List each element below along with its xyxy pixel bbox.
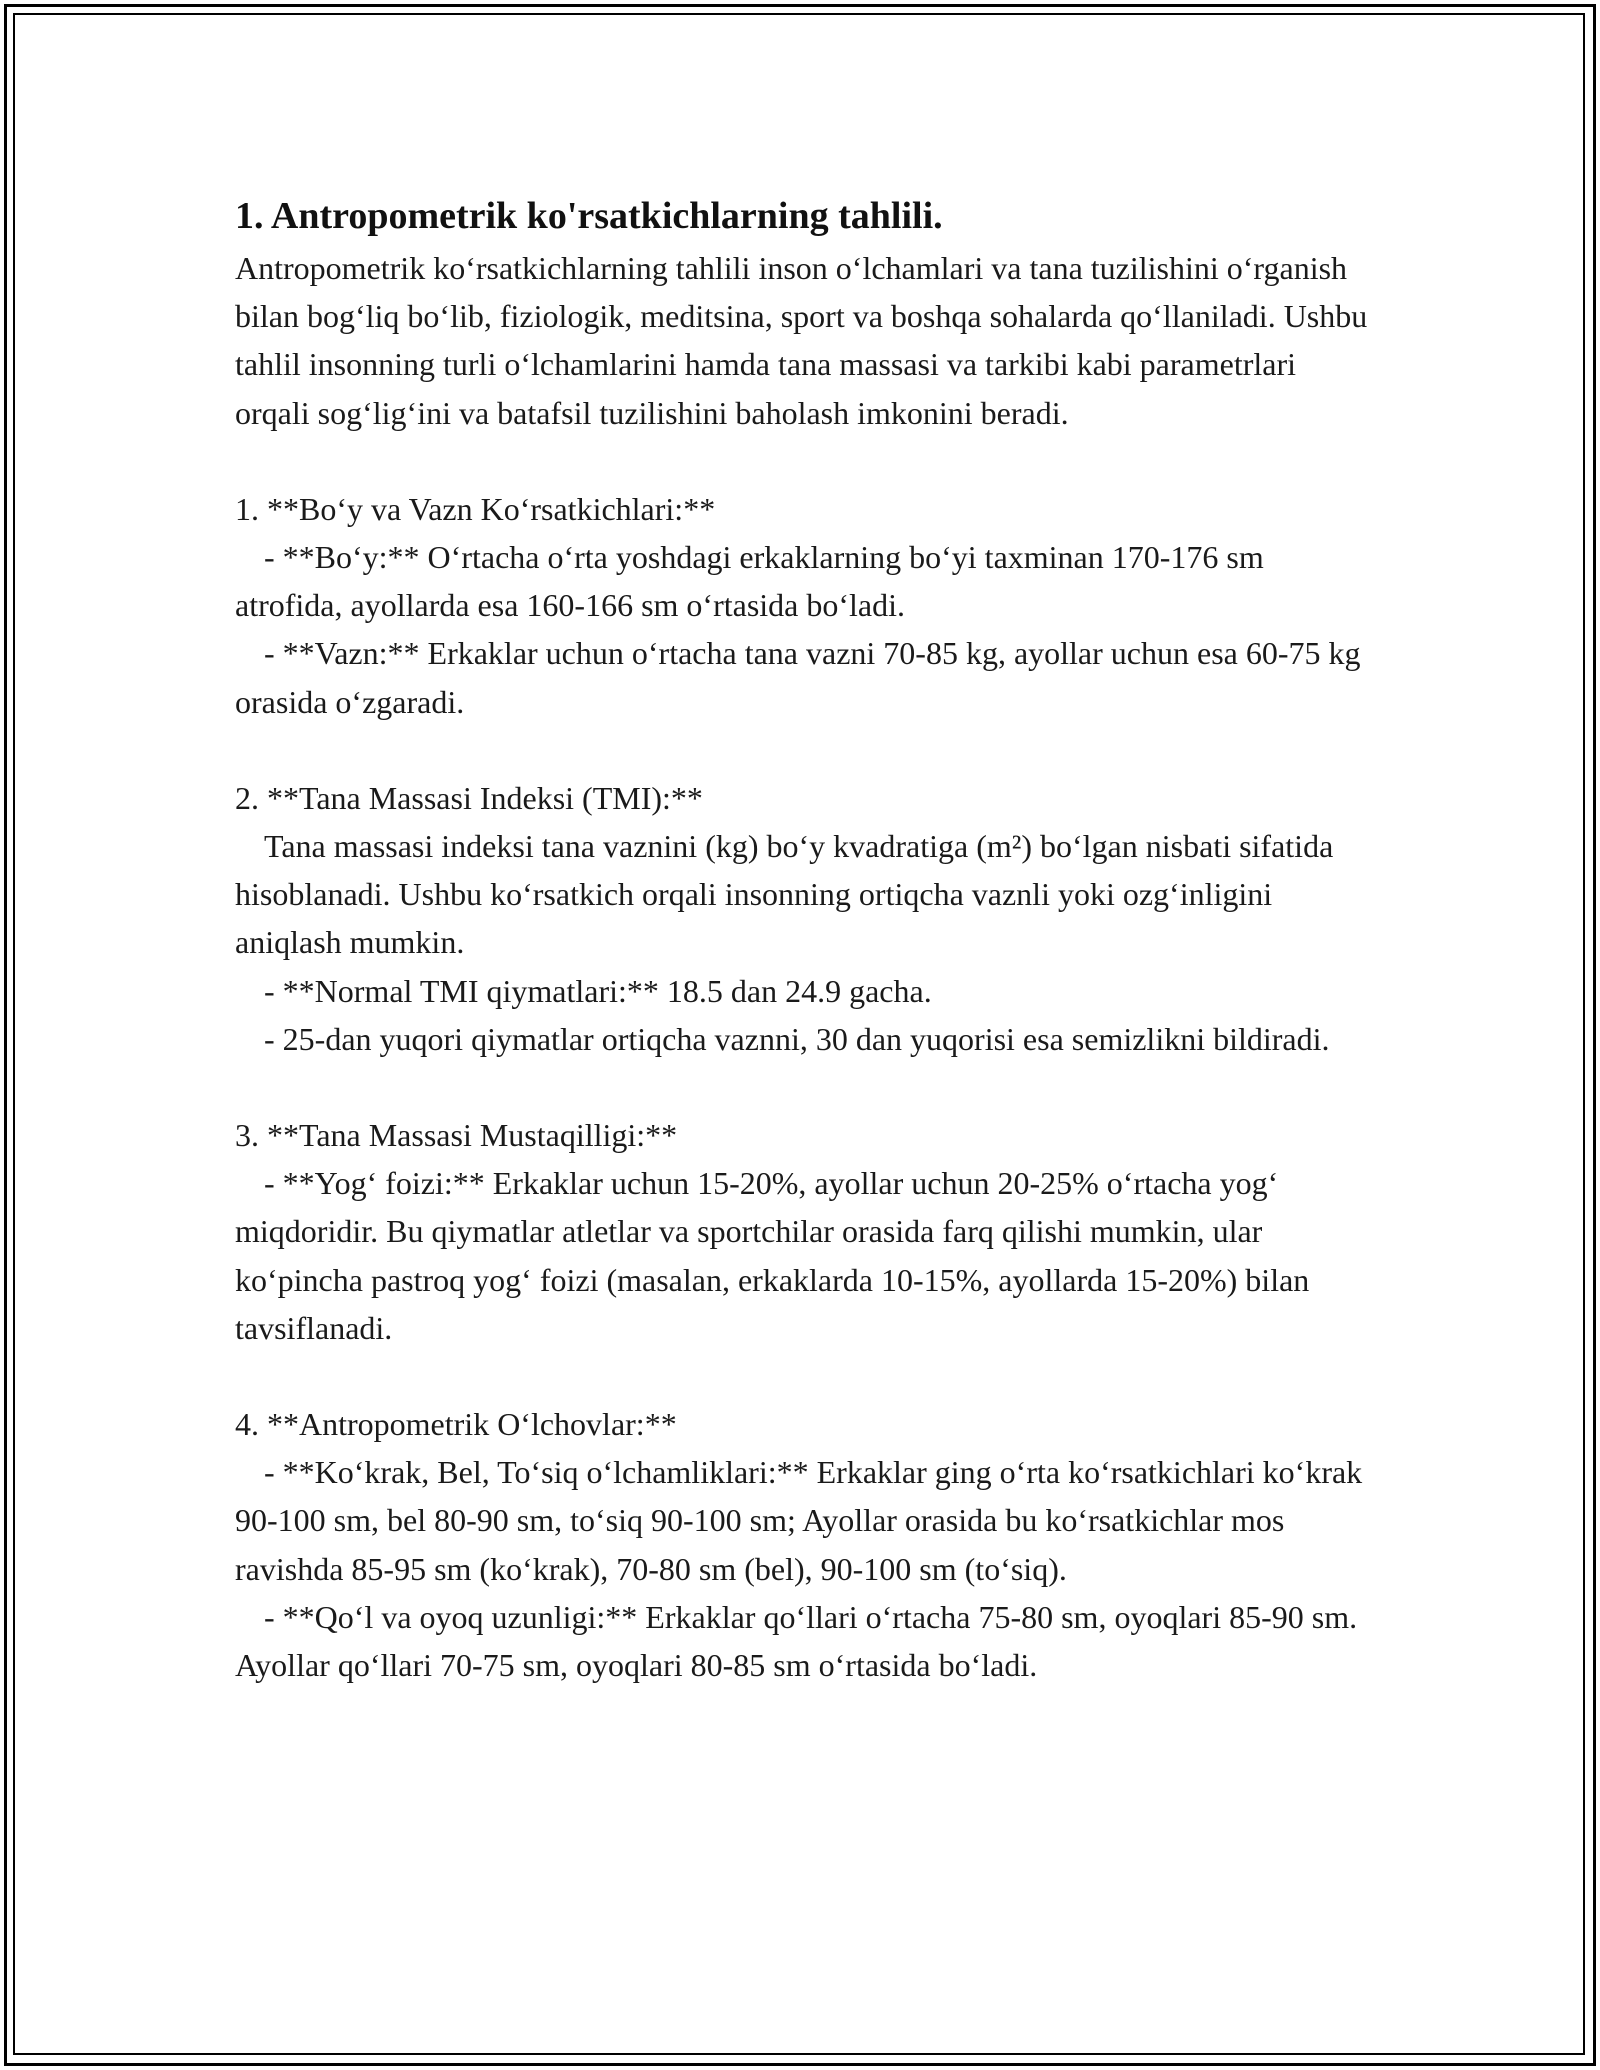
section-heading: 3. **Tana Massasi Mustaqilligi:** bbox=[235, 1117, 678, 1154]
section-bmi bbox=[235, 774, 1370, 1063]
section-measurements bbox=[235, 1400, 1370, 1689]
document-body bbox=[235, 188, 1370, 1689]
list-item-text: - **Normal TMI qiymatlari:** 18.5 dan 24.9 gacha. bbox=[264, 972, 932, 1009]
section-heading: 4. **Antropometrik Oʻlchovlar:** bbox=[235, 1406, 677, 1443]
section-heading: 1. **Boʻy va Vazn Koʻrsatkichlari:** bbox=[235, 490, 716, 527]
list-item bbox=[235, 822, 1370, 967]
list-item bbox=[235, 1159, 1370, 1352]
document-title: 1. Antropometrik ko'rsatkichlarning tahlili. bbox=[235, 195, 943, 237]
section-body-fat bbox=[235, 1111, 1370, 1352]
list-item bbox=[235, 1593, 1370, 1689]
list-item bbox=[235, 967, 1370, 1015]
section-height-weight bbox=[235, 485, 1370, 726]
list-item-text: - 25-dan yuqori qiymatlar ortiqcha vaznni, 30 dan yuqorisi esa semizlikni bildiradi. bbox=[264, 1020, 1330, 1057]
list-item-text: - **Boʻy:** Oʻrtacha oʻrta yoshdagi erkaklarning boʻyi taxminan 170-176 sm atrofida, ayollarda esa 160-166 sm oʻrtasida boʻladi. bbox=[235, 539, 1264, 624]
intro-paragraph: Antropometrik koʻrsatkichlarning tahlili inson oʻlchamlari va tana tuzilishini oʻrganish bilan bogʻliq boʻlib, fiziologik, meditsina, sport va boshqa sohalarda qoʻllaniladi. Ushbu tahlil insonning turli oʻlchamlarini hamda tana massasi va tarkibi kabi parametrlari orqali sogʻligʻini va batafsil tuzilishini baholash imkonini beradi. bbox=[235, 250, 1368, 431]
list-item-text: - **Qoʻl va oyoq uzunligi:** Erkaklar qoʻllari oʻrtacha 75-80 sm, oyoqlari 85-90 sm. Ayollar qoʻllari 70-75 sm, oyoqlari 80-85 sm oʻrtasida boʻladi. bbox=[235, 1598, 1358, 1684]
list-item-text: - **Koʻkrak, Bel, Toʻsiq oʻlchamliklari:** Erkaklar ging oʻrta koʻrsatkichlari koʻkrak 90-100 sm, bel 80-90 sm, toʻsiq 90-100 sm; Ayollar orasida bu koʻrsatkichlar mos ravishda 85-95 sm (koʻkrak), 70-80 sm (bel), 90-100 sm (toʻsiq). bbox=[235, 1454, 1363, 1587]
list-item-text: - **Yogʻ foizi:** Erkaklar uchun 15-20%, ayollar uchun 20-25% oʻrtacha yogʻ miqdoridir. Bu qiymatlar atletlar va sportchilar orasida farq qilishi mumkin, ular koʻpincha pastroq yogʻ foizi (masalan, erkaklarda 10-15%, ayollarda 15-20%) bilan tavsiflanadi. bbox=[235, 1165, 1310, 1346]
list-item-text: - **Vazn:** Erkaklar uchun oʻrtacha tana vazni 70-85 kg, ayollar uchun esa 60-75 kg orasida oʻzgaradi. bbox=[235, 635, 1361, 720]
list-item bbox=[235, 629, 1370, 725]
list-item-text: Tana massasi indeksi tana vaznini (kg) boʻy kvadratiga (m²) boʻlgan nisbati sifatida hisoblanadi. Ushbu koʻrsatkich orqali insonning ortiqcha vaznli yoki ozgʻinligini aniqlash mumkin. bbox=[235, 828, 1334, 961]
list-item bbox=[235, 533, 1370, 629]
list-item bbox=[235, 1448, 1370, 1593]
section-heading: 2. **Tana Massasi Indeksi (TMI):** bbox=[235, 779, 703, 816]
list-item bbox=[235, 1015, 1370, 1063]
